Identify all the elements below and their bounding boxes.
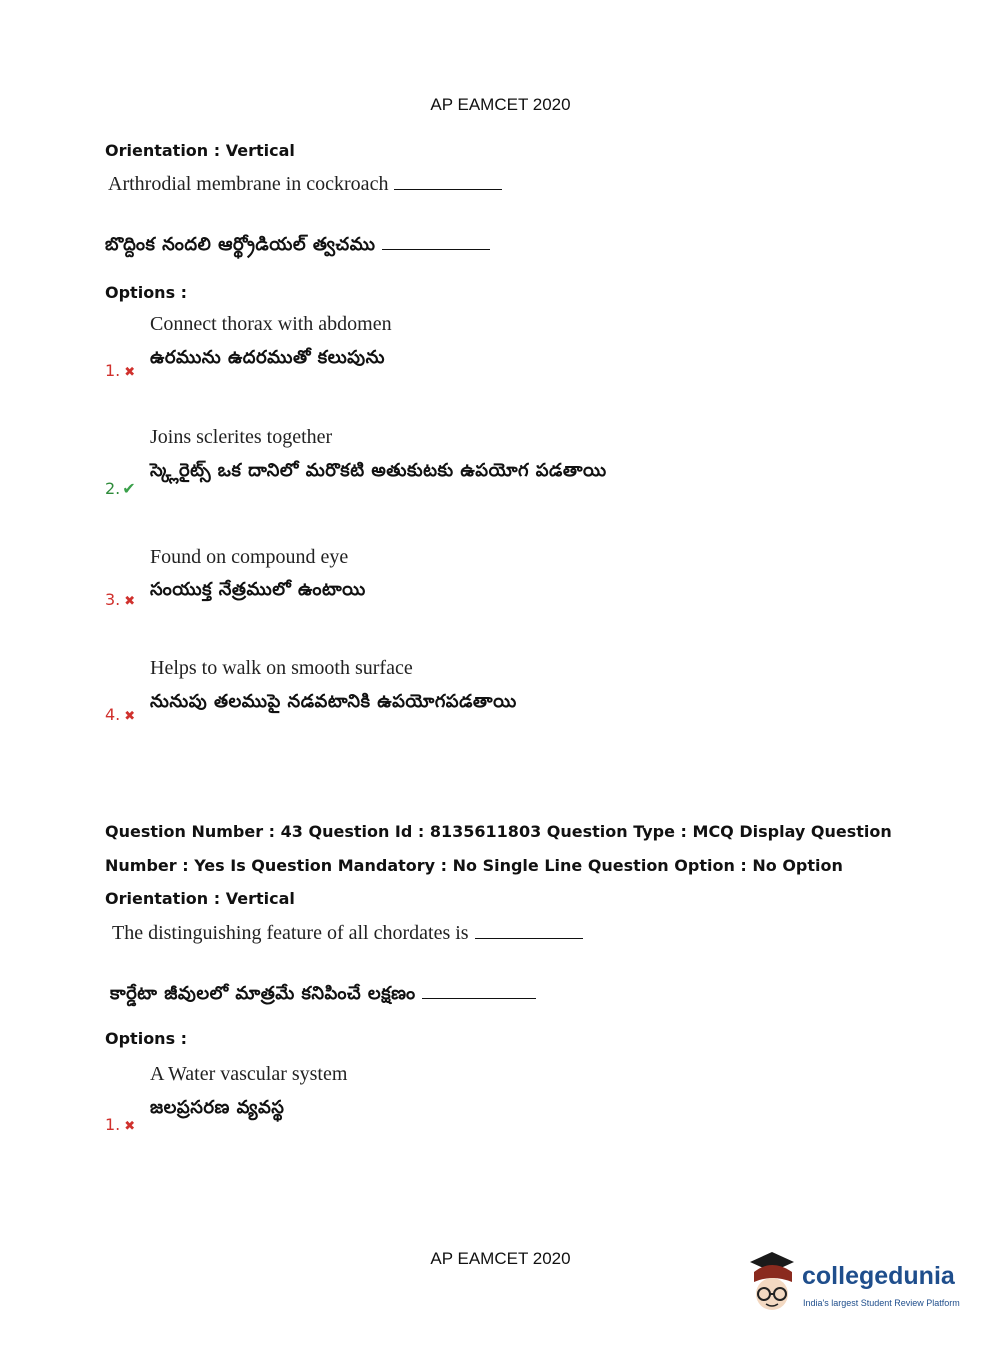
options-label: Options :: [105, 1029, 188, 1048]
cross-mark-icon: ✖: [124, 709, 136, 724]
mascot-icon: [742, 1248, 802, 1320]
page-header: AP EAMCET 2020: [430, 95, 571, 114]
option-3-text-te: సంయుక్త నేత్రములో ఉంటాయి: [150, 579, 366, 600]
option-1-text-te: జలప్రసరణ వ్యవస్థ: [150, 1097, 285, 1118]
question-meta-line-2: Number : Yes Is Question Mandatory : No Single Line Question Option : No Option: [105, 856, 843, 875]
option-number: 1.: [105, 361, 121, 380]
question-text-te: [105, 234, 490, 259]
answer-blank: [422, 984, 536, 999]
option-2-text-te: స్క్లెరైట్స్ ఒక దానిలో మరొకటి అతుకుటకు ఉపయోగ పడతాయి: [150, 460, 607, 481]
option-2-text-en: Joins sclerites together: [150, 426, 333, 448]
option-2-marker: [105, 479, 136, 498]
question-text: The distinguishing feature of all chordates is: [112, 922, 469, 944]
collegedunia-logo: [742, 1248, 972, 1320]
option-3-text-en: Found on compound eye: [150, 546, 349, 568]
question-meta-line-1: Question Number : 43 Question Id : 8135611803 Question Type : MCQ Display Question: [105, 822, 892, 841]
orientation-label: Orientation : Vertical: [105, 889, 295, 908]
option-3-marker: [105, 590, 135, 609]
options-label: Options :: [105, 283, 188, 302]
question-text-en: [112, 922, 583, 945]
option-1-text-en: A Water vascular system: [150, 1063, 348, 1085]
question-text-telugu: కార్డేటా జీవులలో మాత్రమే కనిపించే లక్షణం: [110, 983, 416, 1004]
question-text-en: [108, 173, 502, 196]
cross-mark-icon: ✖: [124, 365, 136, 380]
answer-blank: [382, 235, 490, 250]
option-number: 4.: [105, 705, 121, 724]
page-footer: AP EAMCET 2020: [430, 1249, 571, 1268]
option-1-marker: [105, 361, 135, 380]
logo-wordmark: collegedunia: [802, 1262, 955, 1290]
option-1-marker: [105, 1115, 135, 1134]
option-number: 2.: [105, 479, 121, 498]
answer-blank: [475, 924, 583, 939]
cross-mark-icon: ✖: [124, 594, 136, 609]
option-number: 3.: [105, 590, 121, 609]
option-1-text-te: ఉరమును ఉదరముతో కలుపును: [150, 347, 386, 368]
option-1-text-en: Connect thorax with abdomen: [150, 313, 392, 335]
orientation-label: Orientation : Vertical: [105, 141, 295, 160]
cross-mark-icon: ✖: [124, 1119, 136, 1134]
option-number: 1.: [105, 1115, 121, 1134]
question-text: Arthrodial membrane in cockroach: [108, 173, 389, 195]
answer-blank: [394, 175, 502, 190]
logo-tagline: India's largest Student Review Platform: [803, 1298, 960, 1308]
option-4-text-en: Helps to walk on smooth surface: [150, 657, 413, 679]
option-4-text-te: నునుపు తలముపై నడవటానికి ఉపయోగపడతాయి: [150, 691, 517, 712]
option-4-marker: [105, 705, 135, 724]
question-text-te: [110, 983, 536, 1008]
check-mark-icon: ✔: [122, 479, 136, 498]
question-text-telugu: బొద్దింక నందలి ఆర్థ్రోడియల్ త్వచము: [105, 234, 376, 255]
